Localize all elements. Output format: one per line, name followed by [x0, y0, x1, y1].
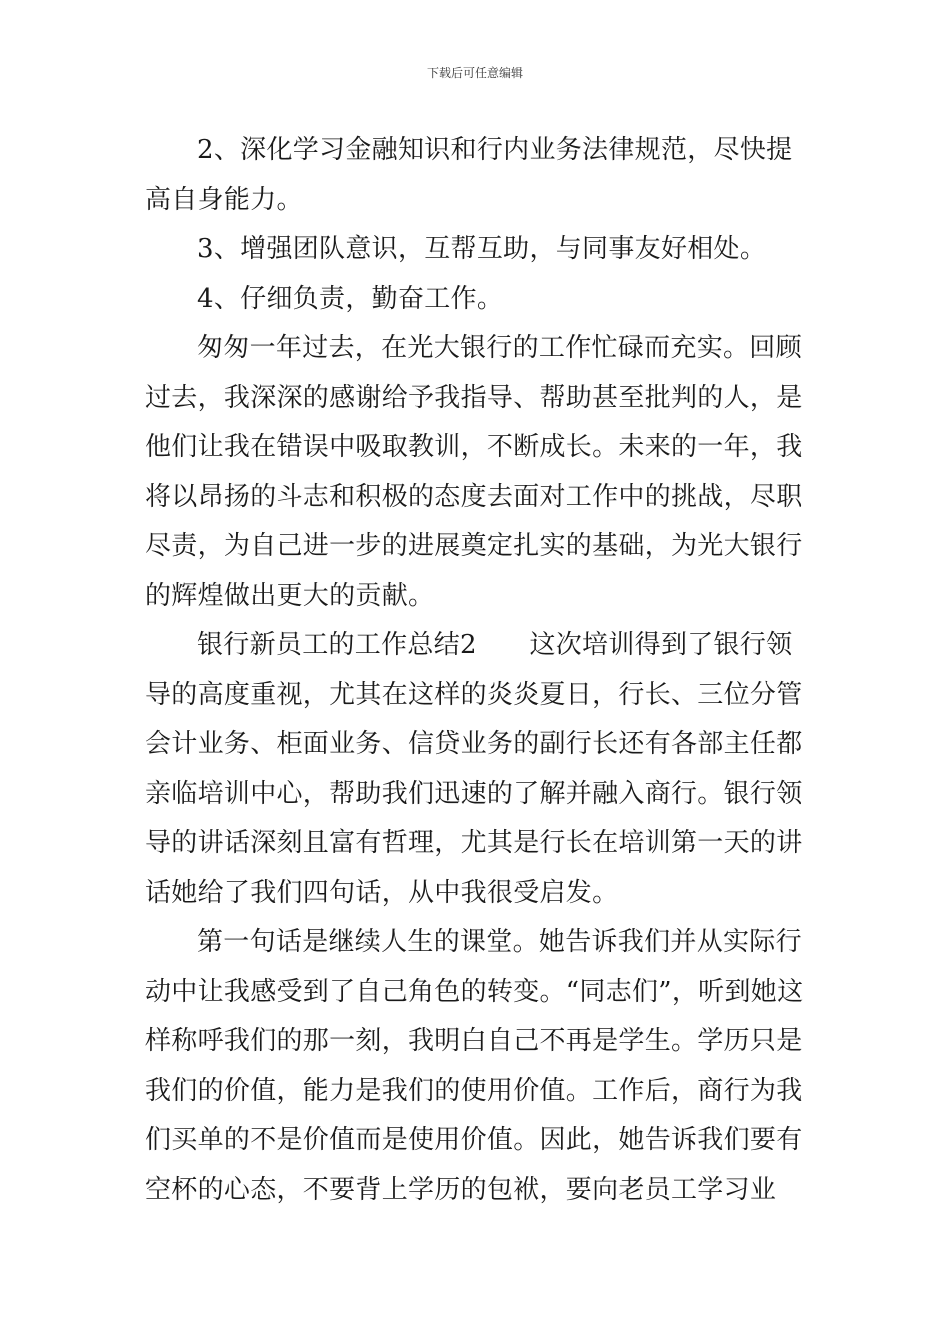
paragraph-first-sentence: 第一句话是继续人生的课堂。她告诉我们并从实际行动中让我感受到了自己角色的转变。“同志们”，听到她这样称呼我们的那一刻，我明白自己不再是学生。学历只是我们的价值，能力是我们的使用价值。工作后，商行为我们买单的不是价值而是使用价值。因此，她告诉我们要有空杯的心态，不要背上学历的包袱，要向老员工学习业 [145, 927, 804, 1205]
paragraph-item-2: 2、深化学习金融知识和行内业务法律规范，尽快提高自身能力。 [145, 135, 793, 215]
document-body [145, 126, 810, 1215]
paragraph-item-3: 3、增强团队意识，互帮互助，与同事友好相处。 [197, 234, 767, 264]
paragraph-summary-2: 银行新员工的工作总结2 这次培训得到了银行领导的高度重视，尤其在这样的炎炎夏日，行长、三位分管会计业务、柜面业务、信贷业务的副行长还有各部主任都亲临培训中心，帮助我们迅速的了解并融入商行。银行领导的讲话深刻且富有哲理，尤其是行长在培训第一天的讲话她给了我们四句话，从中我很受启发。 [145, 630, 803, 908]
page-header: 下载后可任意编辑 [426, 66, 523, 80]
paragraph-item-4: 4、仔细负责，勤奋工作。 [197, 283, 504, 314]
paragraph-year-review: 匆匆一年过去，在光大银行的工作忙碌而充实。回顾过去，我深深的感谢给予我指导、帮助甚至批判的人，是他们让我在错误中吸取教训，不断成长。未来的一年，我将以昂扬的斗志和积极的态度去面对工作中的挑战，尽职尽责，为自己进一步的进展奠定扎实的基础，为光大银行的辉煌做出更大的贡献。 [145, 333, 803, 611]
